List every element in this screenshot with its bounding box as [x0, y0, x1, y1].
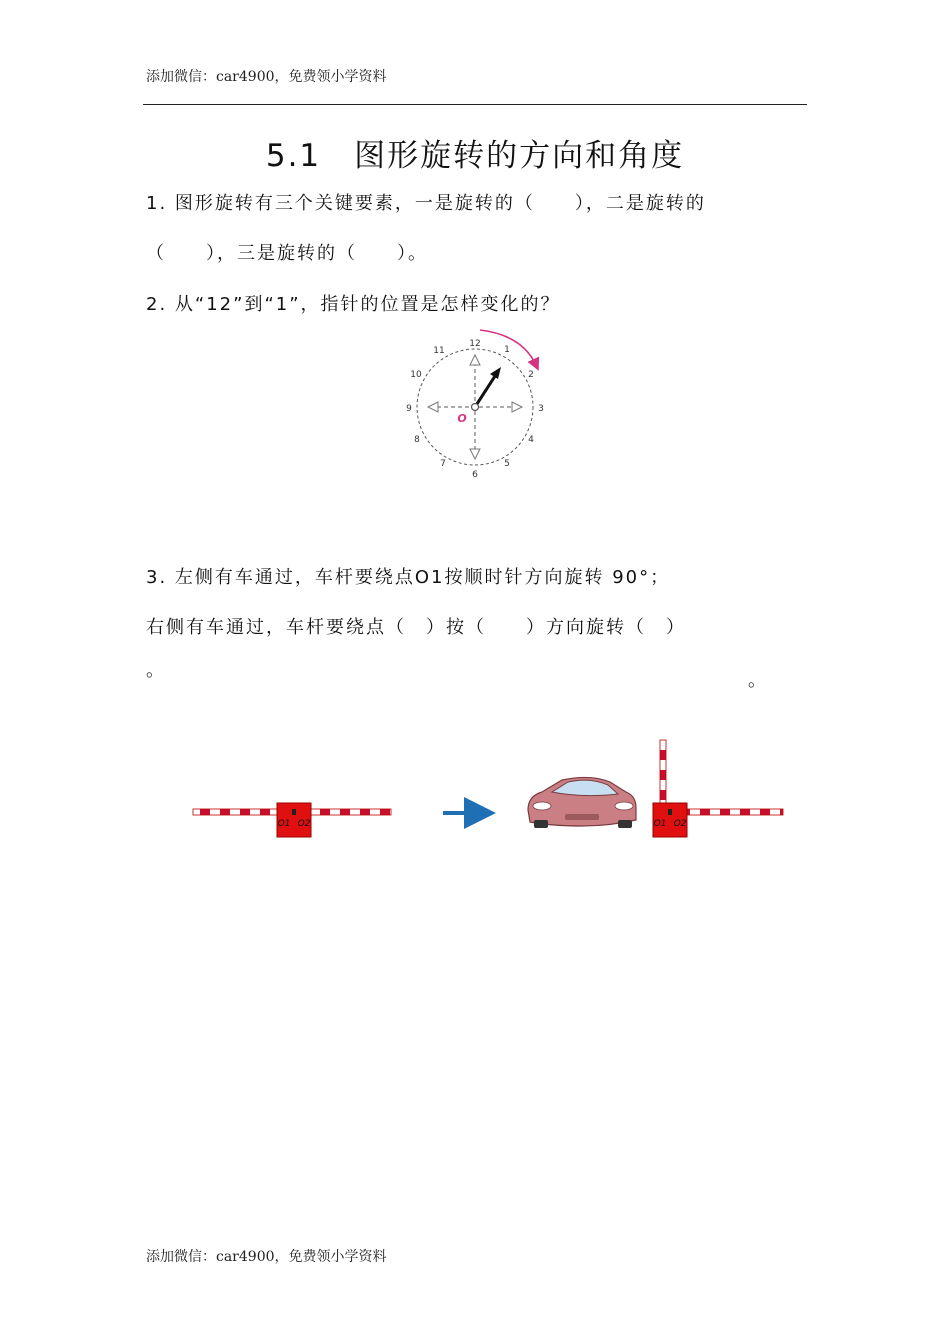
clock-number: 9 [406, 404, 412, 414]
clock-hand [475, 373, 497, 407]
clock-number: 11 [433, 346, 445, 356]
car [528, 777, 636, 828]
clock-center [472, 404, 479, 411]
question-1-line-2: （ ），三是旋转的（ ）。 [146, 243, 428, 264]
question-3-line-2: 右侧有车通过，车杆要绕点（ ）按（ ）方向旋转（ ） [146, 617, 686, 638]
clock-hand-tip [490, 367, 501, 379]
left-gate-label-o2: O2 [297, 819, 311, 829]
right-gate-bar-raised [660, 740, 666, 803]
clock-number: 1 [504, 345, 510, 355]
page-title: 5.1 图形旋转的方向和角度 [265, 138, 685, 174]
clock-number: 2 [528, 370, 534, 380]
left-gate [193, 803, 391, 837]
header-divider [143, 104, 807, 105]
left-gate-label-o1: O1 [277, 819, 291, 829]
arrowhead-down [470, 449, 480, 459]
clock-number: 5 [504, 459, 510, 469]
footer-note: 添加微信：car4900，免费领小学资料 [146, 1249, 387, 1265]
clock-figure [400, 325, 560, 485]
left-gate-bar-right [311, 809, 391, 815]
clock-number: 8 [414, 435, 420, 445]
left-gate-bar-left [193, 809, 277, 815]
clock-number: 12 [469, 339, 481, 349]
question-3-line-1: 3. 左侧有车通过，车杆要绕点O1按顺时针方向旋转 90°； [146, 567, 671, 588]
arrowhead-up [470, 355, 480, 365]
question-2-text: 2. 从“12”到“1”，指针的位置是怎样变化的？ [146, 294, 561, 315]
center-label: O [457, 412, 467, 425]
question-3-trailing-mark: 。 [748, 670, 768, 691]
clock-number: 4 [528, 435, 534, 445]
arrowhead-left [428, 402, 438, 412]
clock-number: 6 [472, 470, 478, 480]
clock-number: 10 [410, 370, 422, 380]
right-gate [653, 740, 783, 837]
header-note: 添加微信：car4900，免费领小学资料 [146, 69, 387, 85]
arrowhead-right [512, 402, 522, 412]
right-gate-bar-right [687, 809, 783, 815]
question-1-line-1: 1. 图形旋转有三个关键要素，一是旋转的（ ），二是旋转的 [146, 193, 706, 214]
right-gate-label-o2: O2 [673, 819, 687, 829]
barrier-gate-figure [180, 730, 790, 850]
clock-number: 7 [440, 459, 446, 469]
question-3-line-3: 。 [146, 660, 166, 681]
clock-number: 3 [538, 404, 544, 414]
right-gate-label-o1: O1 [653, 819, 667, 829]
